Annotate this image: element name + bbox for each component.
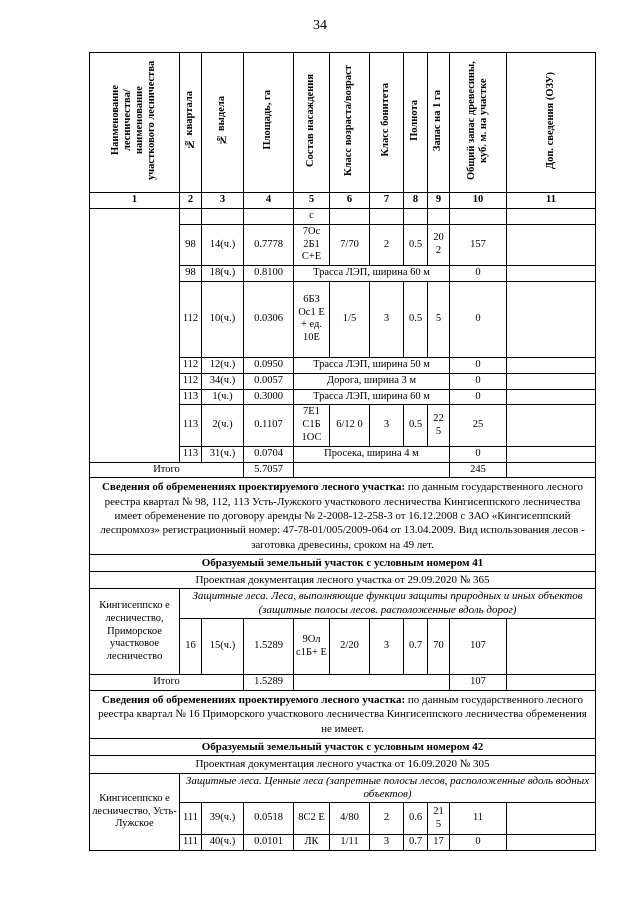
col-num: 5 bbox=[294, 193, 330, 209]
composition-continuation: с bbox=[294, 209, 330, 225]
col-num: 9 bbox=[428, 193, 450, 209]
table-row: 112 34(ч.) 0.0057 Дорога, ширина 3 м 0 bbox=[90, 373, 596, 389]
col-header-allotment: № выдела bbox=[202, 53, 244, 193]
plot-title-row bbox=[90, 738, 596, 755]
table-row: 112 12(ч.) 0.0950 Трасса ЛЭП, ширина 50 м 0 bbox=[90, 357, 596, 373]
plot-title-row bbox=[90, 554, 596, 571]
total-stock: 107 bbox=[450, 675, 507, 691]
page-number: 34 bbox=[313, 18, 327, 33]
plot-41-project-doc: Проектная документация лесного участка от 29.09.2020 № 365 bbox=[90, 572, 596, 589]
total-label: Итого bbox=[90, 462, 244, 478]
col-header-total-stock: Общий запас древесины, куб. м. на участке bbox=[450, 53, 507, 193]
col-num: 7 bbox=[370, 193, 404, 209]
col-header-stock-per-ha: Запас на 1 га bbox=[428, 53, 450, 193]
total-area: 5.7057 bbox=[244, 462, 294, 478]
forestry-cell-empty bbox=[90, 209, 180, 463]
forestry-name: Кингисеппско е лесничество, Приморское участковое лесничество bbox=[90, 589, 180, 675]
encumbrance-section bbox=[90, 691, 596, 739]
table-row: 113 2(ч.) 0.1107 7Е1 С1Б 1ОС 6/12 0 3 0.5 22 5 25 bbox=[90, 405, 596, 446]
table-row: 113 1(ч.) 0.3000 Трасса ЛЭП, ширина 60 м 0 bbox=[90, 389, 596, 405]
protection-row bbox=[90, 589, 596, 619]
total-row bbox=[90, 462, 596, 478]
project-doc-row bbox=[90, 572, 596, 589]
total-row bbox=[90, 675, 596, 691]
plot-42-project-doc: Проектная документация лесного участка от 16.09.2020 № 305 bbox=[90, 756, 596, 773]
total-area: 1.5289 bbox=[244, 675, 294, 691]
col-num: 2 bbox=[180, 193, 202, 209]
total-label: Итого bbox=[90, 675, 244, 691]
encumbrance-text: по данным государственного лесного реестра квартал № 16 Приморского участкового лесничества Кингисеппского лесничества обременения не имеет. bbox=[98, 694, 587, 735]
encumbrance-section bbox=[90, 478, 596, 554]
protection-category: Защитные леса. Леса, выполняющие функции защиты природных и иных объектов (защитные полосы лесов. расположенные вдоль дорог) bbox=[180, 589, 596, 619]
col-num: 10 bbox=[450, 193, 507, 209]
forestry-name: Кингисеппско е лесничество, Усть- Лужское bbox=[90, 773, 180, 851]
col-num: 11 bbox=[507, 193, 596, 209]
table-row: 112 10(ч.) 0.0306 6БЗ Ос1 Е + ед. 10Е 1/5 3 0.5 5 0 bbox=[90, 281, 596, 357]
table-row: 16 15(ч.) 1.5289 9Ол с1Б+ Е 2/20 3 0.7 70 107 bbox=[90, 619, 596, 675]
table-row bbox=[90, 209, 596, 225]
col-header-forestry: Наименование лесничества/ наименование участкового лесничества bbox=[90, 53, 180, 193]
col-num: 1 bbox=[90, 193, 180, 209]
plot-41-title: Образуемый земельный участок с условным номером 41 bbox=[90, 554, 596, 571]
col-header-age-class: Класс возраста/возраст bbox=[330, 53, 370, 193]
encumbrance-text: по данным государственного лесного реестра квартал № 98, 112, 113 Усть-Лужского участкового лесничества Кингисеппского лесничества имеет обременение по договору аренды № 2-2008-12-258-3 от 16.12.2008 с ЗАО «Кингисеппский леспромхоз» регистрационный номер: 47-78-01/005/2009-064 от 13.04.2009. Вид использования лесов - заготовка древесины, сроком на 49 лет. bbox=[100, 481, 585, 551]
col-header-extra: Доп. сведения (ОЗУ) bbox=[507, 53, 596, 193]
table-row: 98 14(ч.) 0.7778 7Ос 2Б1 С+Е 7/70 2 0.5 20 2 157 bbox=[90, 224, 596, 265]
plot-42-title: Образуемый земельный участок с условным номером 42 bbox=[90, 738, 596, 755]
project-doc-row bbox=[90, 756, 596, 773]
col-header-density: Полнота bbox=[404, 53, 428, 193]
encumbrance-heading: Сведения об обременениях проектируемого лесного участка: bbox=[101, 481, 406, 494]
col-header-quarter: № квартала bbox=[180, 53, 202, 193]
table-row: 111 39(ч.) 0.0518 8С2 Е 4/80 2 0.6 21 5 11 bbox=[90, 803, 596, 835]
forest-plots-table bbox=[89, 52, 596, 851]
encumbrance-heading: Сведения об обременениях проектируемого лесного участка: bbox=[101, 694, 406, 707]
protection-category: Защитные леса. Ценные леса (запретные полосы лесов, расположенные вдоль водных объектов) bbox=[180, 773, 596, 803]
total-stock: 245 bbox=[450, 462, 507, 478]
col-header-area: Площадь, га bbox=[244, 53, 294, 193]
col-num: 8 bbox=[404, 193, 428, 209]
table-row: 98 18(ч.) 0.8100 Трасса ЛЭП, ширина 60 м 0 bbox=[90, 266, 596, 282]
column-number-row bbox=[90, 193, 596, 209]
table-row: 113 31(ч.) 0.0704 Просека, ширина 4 м 0 bbox=[90, 446, 596, 462]
table-row: 111 40(ч.) 0.0101 ЛК 1/11 3 0.7 17 0 bbox=[90, 835, 596, 851]
col-header-composition: Состав насаждения bbox=[294, 53, 330, 193]
protection-row bbox=[90, 773, 596, 803]
col-num: 6 bbox=[330, 193, 370, 209]
header-row bbox=[90, 53, 596, 193]
col-header-bonitet: Класс бонитета bbox=[370, 53, 404, 193]
col-num: 3 bbox=[202, 193, 244, 209]
col-num: 4 bbox=[244, 193, 294, 209]
